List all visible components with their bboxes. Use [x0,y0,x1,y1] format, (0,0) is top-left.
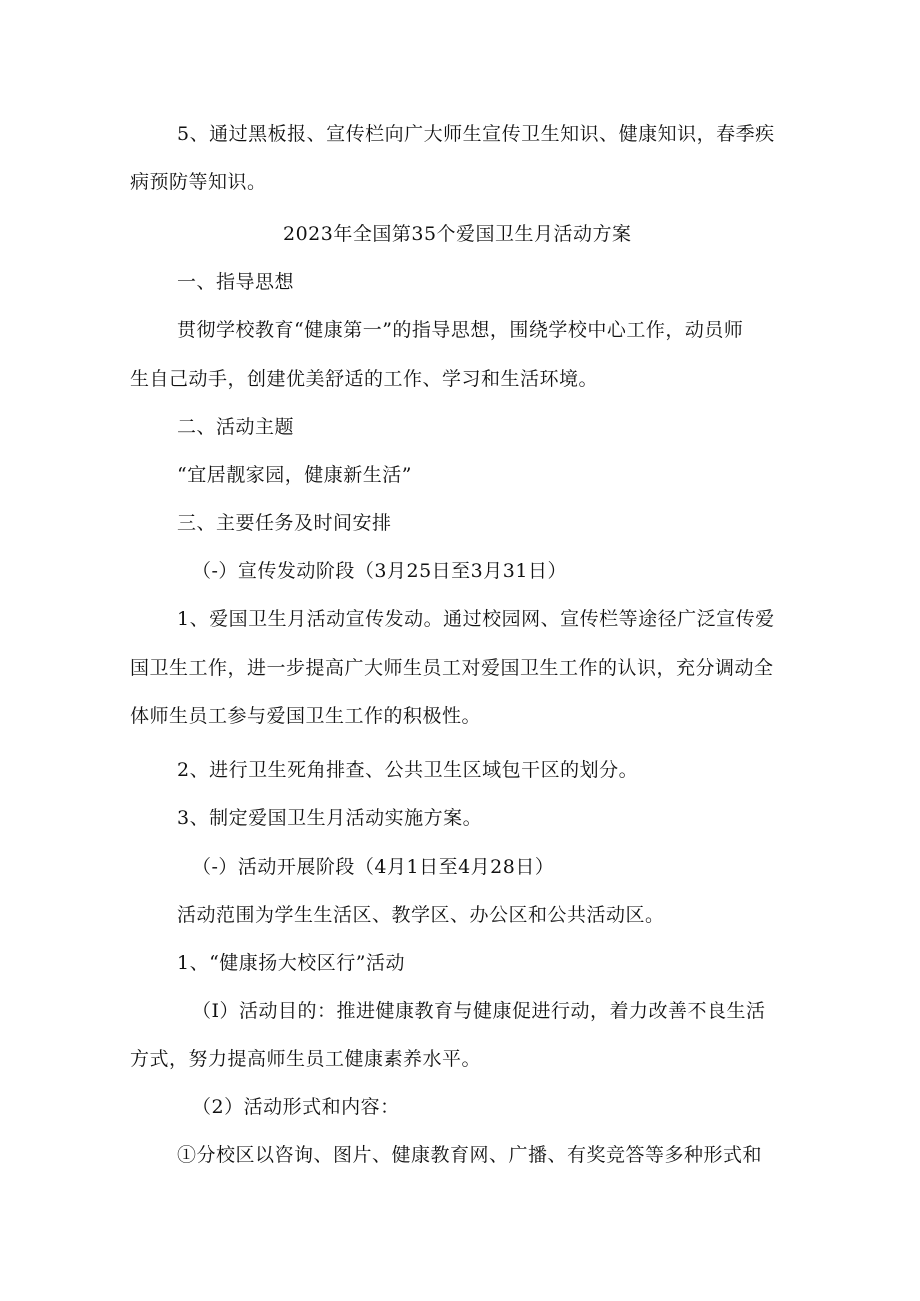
text-line: 生自己动手，创建优美舒适的工作、学习和生活环境。 [130,368,599,390]
heading-guiding-ideology: 一、指导思想 [177,271,295,293]
text-line: 方式，努力提高师生员工健康素养水平。 [130,1048,482,1070]
text-line: 2、进行卫生死角排查、公共卫生区域包干区的划分。 [177,759,639,781]
heading-activity-theme: 二、活动主题 [177,416,295,438]
subheading-publicity-stage: （-）宣传发动阶段（3月25日至3月31日） [192,560,567,582]
text-line: 贯彻学校教育“健康第一”的指导思想，围绕学校中心工作，动员师 [177,319,744,341]
text-line: 体师生员工参与爱国卫生工作的积极性。 [130,705,482,727]
text-line: 国卫生工作，进一步提高广大师生员工对爱国卫生工作的认识，充分调动全 [130,657,774,679]
text-line: （I）活动目的：推进健康教育与健康促进行动，着力改善不良生活 [192,1000,766,1022]
theme-slogan: “宜居靓家园，健康新生活” [177,464,412,486]
section-title: 2023年全国第35个爱国卫生月活动方案 [283,223,632,245]
text-line: 5、通过黑板报、宣传栏向广大师生宣传卫生知识、健康知识，春季疾 [177,123,775,145]
text-line: ①分校区以咨询、图片、健康教育网、广播、有奖竞答等多种形式和 [177,1144,763,1166]
text-line: 病预防等知识。 [130,171,267,193]
heading-main-tasks: 三、主要任务及时间安排 [177,512,392,534]
text-line: （2）活动形式和内容： [192,1096,400,1118]
text-line: 3、制定爱国卫生月活动实施方案。 [177,807,483,829]
text-line: 活动范围为学生生活区、教学区、办公区和公共活动区。 [177,904,665,926]
text-line: 1、“健康扬大校区行”活动 [177,952,406,974]
text-line: 1、爱国卫生月活动宣传发动。通过校园网、宣传栏等途径广泛宣传爱 [177,608,775,630]
subheading-activity-stage: （-）活动开展阶段（4月1日至4月28日） [192,856,555,878]
